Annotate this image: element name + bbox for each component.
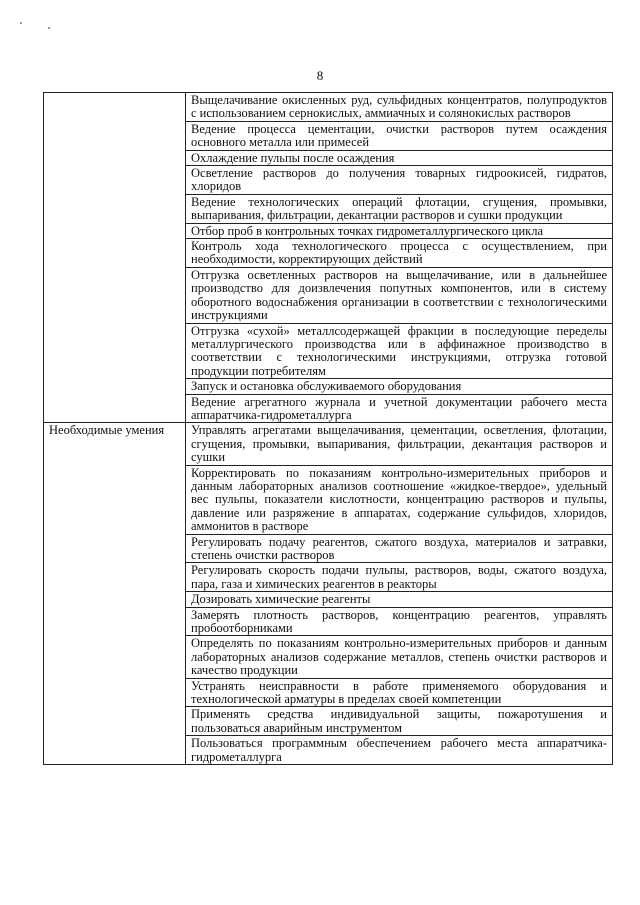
required-skills-item: Регулировать подачу реагентов, сжатого воздуха, материалов и затравки, степень очистки растворов <box>186 534 613 563</box>
labor-actions-item: Охлаждение пульпы после осаждения <box>186 150 613 165</box>
labor-actions-label <box>44 93 186 423</box>
labor-actions-item: Ведение технологических операций флотации, сгущения, промывки, выпаривания, фильтрации, декантации растворов и сушки продукции <box>186 194 613 223</box>
labor-actions-item: Отбор проб в контрольных точках гидрометаллургического цикла <box>186 223 613 238</box>
labor-actions-item: Осветление растворов до получения товарных гидроокисей, гидратов, хлоридов <box>186 166 613 195</box>
page-number: 8 <box>316 68 324 83</box>
table-row <box>44 423 613 465</box>
scan-speck <box>20 22 22 24</box>
required-skills-item: Определять по показаниям контрольно-измерительных приборов и данным лабораторных анализов содержание металлов, степень очистки растворов и качество продукции <box>186 636 613 678</box>
required-skills-item: Устранять неисправности в работе применяемого оборудования и технологической арматуры в пределах своей компетенции <box>186 678 613 707</box>
labor-actions-item: Выщелачивание окисленных руд, сульфидных концентратов, полупродуктов с использованием сернокислых, аммиачных и солянокислых растворов <box>186 93 613 122</box>
required-skills-item: Регулировать скорость подачи пульпы, растворов, воды, сжатого воздуха, пара, газа и химических реагентов в реакторы <box>186 563 613 592</box>
scan-speck <box>48 27 50 29</box>
required-skills-item: Корректировать по показаниям контрольно-измерительных приборов и данным лабораторных анализов соотношение «жидкое-твердое», удельный вес пульпы, показатели кислотности, концентрацию растворов и пульпы, давление или разряжение в аппаратах, содержание сульфидов, хлоридов, аммонитов в растворе <box>186 465 613 534</box>
requirements-table <box>43 92 613 765</box>
table-body <box>44 93 613 765</box>
labor-actions-item: Запуск и остановка обслуживаемого оборудования <box>186 379 613 394</box>
required-skills-item: Пользоваться программным обеспечением рабочего места аппаратчика-гидрометаллурга <box>186 736 613 765</box>
labor-actions-item: Отгрузка «сухой» металлсодержащей фракции в последующие переделы металлургического производства или в аффинажное производство в соответствии с технологическими инструкциями, отгрузка готовой продукции потребителям <box>186 323 613 379</box>
required-skills-item: Дозировать химические реагенты <box>186 592 613 607</box>
labor-actions-item: Контроль хода технологического процесса с осуществлением, при необходимости, корректирующих действий <box>186 239 613 268</box>
required-skills-label: Необходимые умения <box>44 423 186 765</box>
table-row <box>44 93 613 122</box>
labor-actions-item: Отгрузка осветленных растворов на выщелачивание, или в дальнейшее производство для доизвлечения попутных компонентов, или в систему оборотного водоснабжения организации в соответствии с технологическими инструкциями <box>186 267 613 323</box>
required-skills-item: Управлять агрегатами выщелачивания, цементации, осветления, флотации, сгущения, промывки, выпаривания, фильтрации, декантация растворов и сушки <box>186 423 613 465</box>
labor-actions-item: Ведение процесса цементации, очистки растворов путем осаждения основного металла или примесей <box>186 121 613 150</box>
labor-actions-item: Ведение агрегатного журнала и учетной документации рабочего места аппаратчика-гидрометаллурга <box>186 394 613 423</box>
required-skills-item: Применять средства индивидуальной защиты, пожаротушения и пользоваться аварийным инструментом <box>186 707 613 736</box>
required-skills-item: Замерять плотность растворов, концентрацию реагентов, управлять пробоотборниками <box>186 607 613 636</box>
